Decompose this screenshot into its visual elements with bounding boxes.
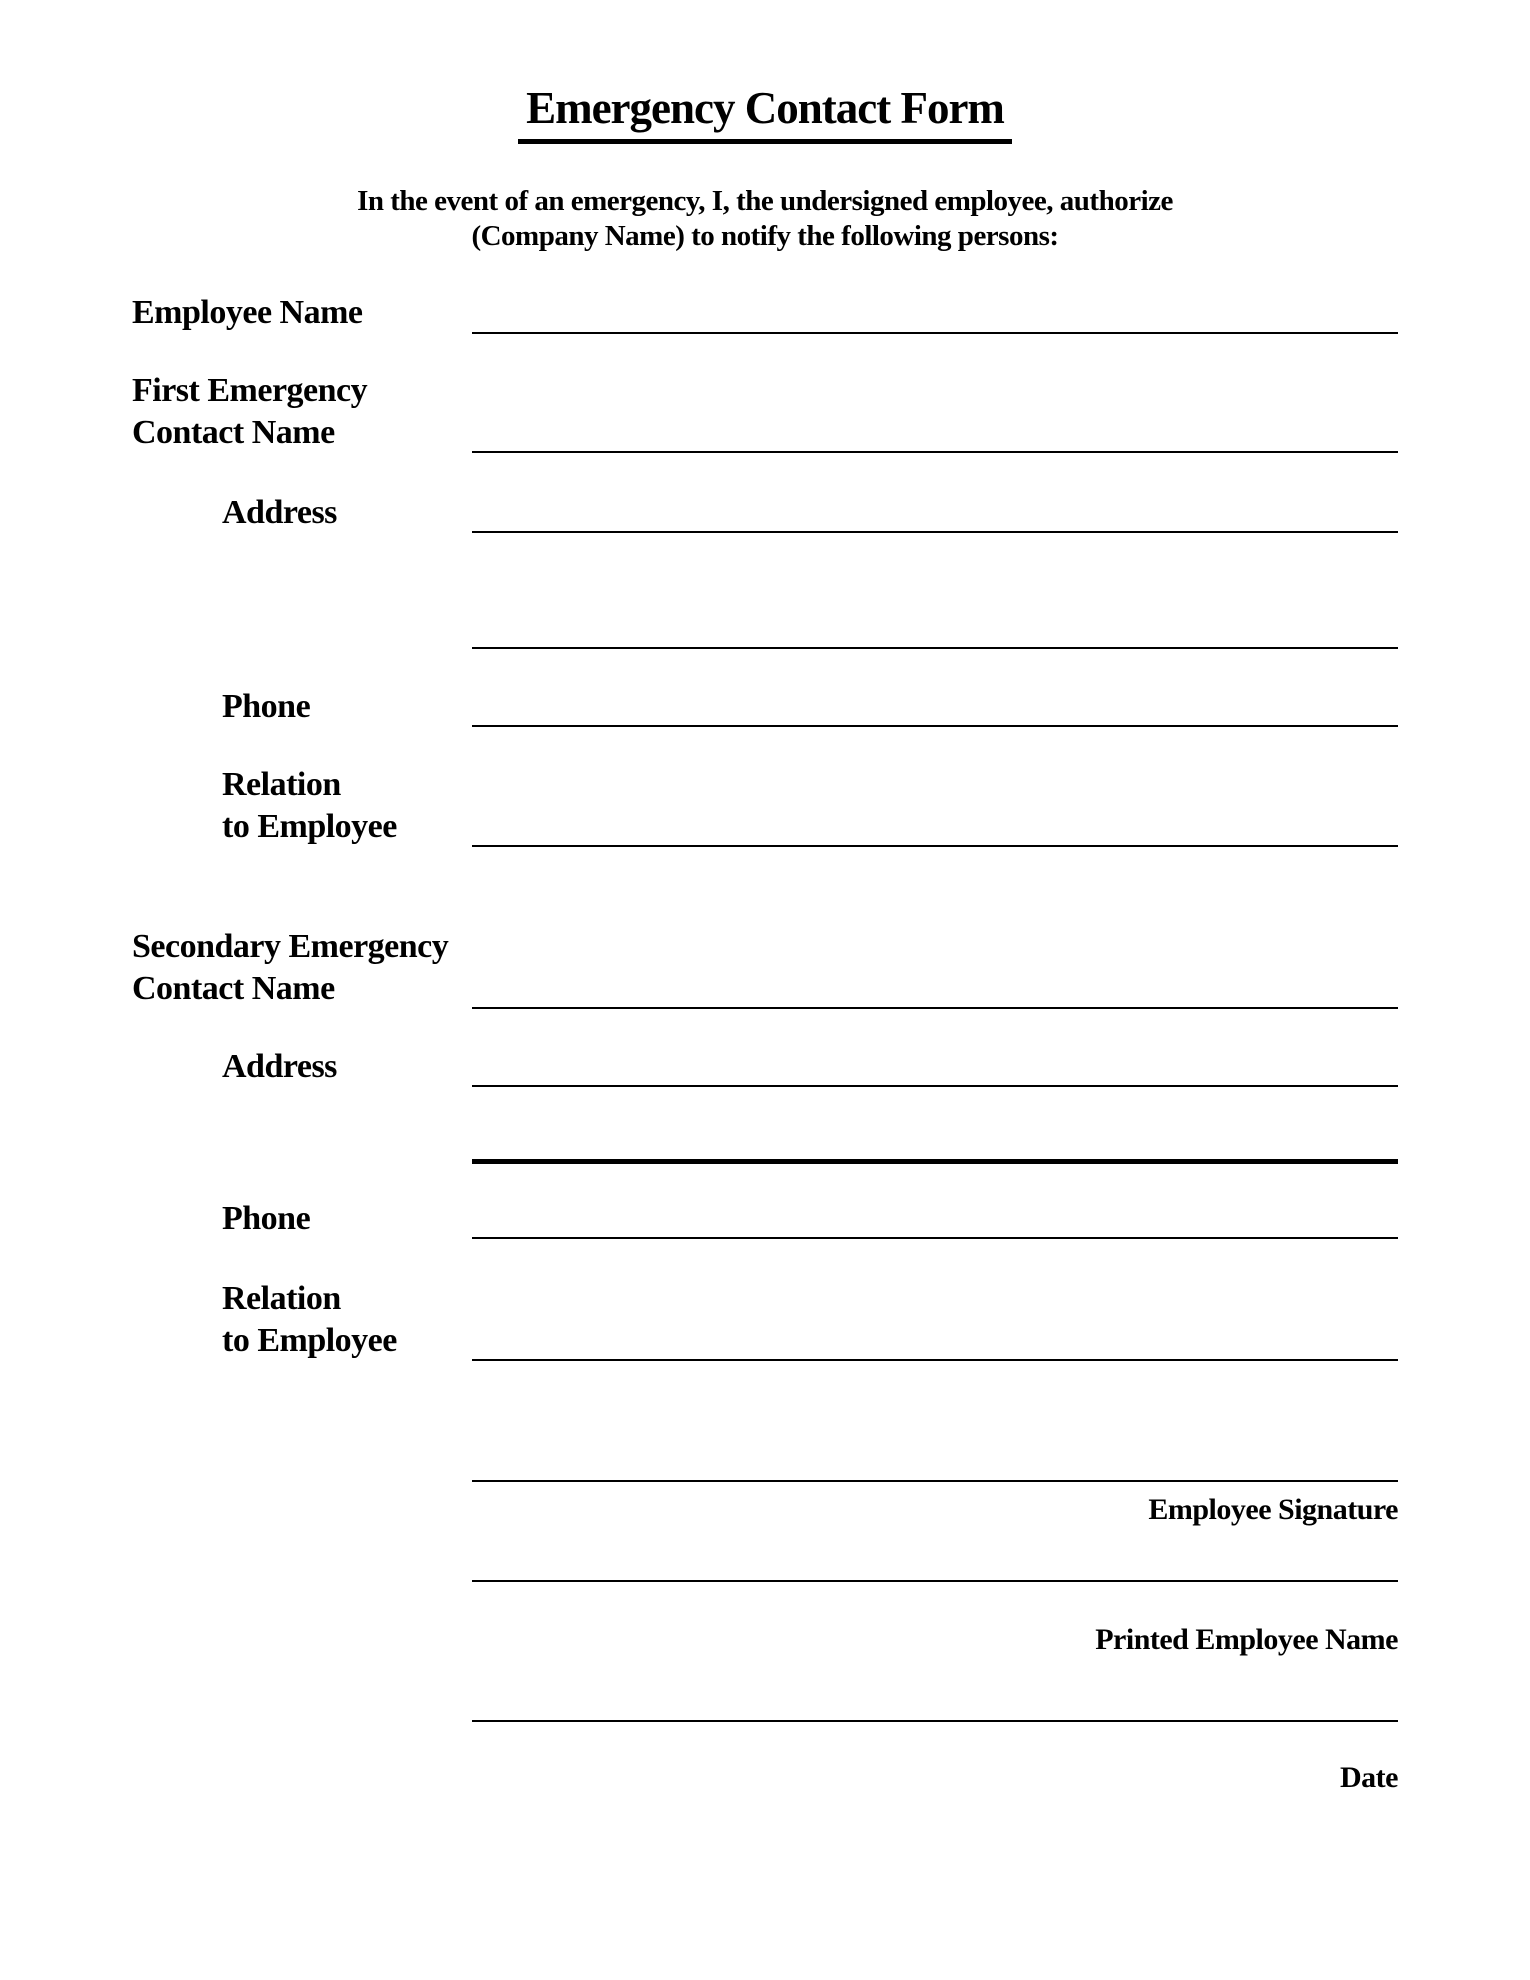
secondary-contact-name-label-line-2: Contact Name	[132, 970, 335, 1007]
first-phone-label: Phone	[222, 688, 311, 725]
secondary-contact-name-input-line[interactable]	[472, 969, 1398, 1009]
first-address-input-line-2[interactable]	[472, 609, 1398, 649]
first-relation-label-line-2: to Employee	[222, 808, 397, 845]
printed-employee-name-line[interactable]	[472, 1542, 1398, 1582]
employee-name-label: Employee Name	[132, 294, 363, 331]
first-contact-name-label-line-1: First Emergency	[132, 372, 368, 409]
employee-signature-label: Employee Signature	[1148, 1493, 1398, 1526]
first-phone-input-line[interactable]	[472, 687, 1398, 727]
secondary-contact-name-label	[132, 926, 448, 1010]
intro-text	[0, 184, 1530, 254]
employee-signature-line[interactable]	[472, 1442, 1398, 1482]
intro-line-1: In the event of an emergency, I, the undersigned employee, authorize	[357, 185, 1173, 217]
first-contact-name-label	[132, 370, 367, 454]
first-address-label: Address	[222, 494, 337, 531]
first-relation-label	[222, 764, 397, 848]
secondary-phone-label: Phone	[222, 1200, 311, 1237]
secondary-phone-input-line[interactable]	[472, 1199, 1398, 1239]
secondary-contact-name-label-line-1: Secondary Emergency	[132, 928, 449, 965]
secondary-address-input-line-1[interactable]	[472, 1047, 1398, 1087]
secondary-address-label: Address	[222, 1048, 337, 1085]
secondary-relation-label-line-2: to Employee	[222, 1322, 397, 1359]
first-address-input-line-1[interactable]	[472, 493, 1398, 533]
employee-name-input-line[interactable]	[472, 294, 1398, 334]
secondary-relation-input-line[interactable]	[472, 1321, 1398, 1361]
first-relation-input-line[interactable]	[472, 807, 1398, 847]
intro-line-2: (Company Name) to notify the following persons:	[471, 220, 1059, 252]
date-label: Date	[1340, 1761, 1398, 1794]
secondary-relation-label-line-1: Relation	[222, 1280, 341, 1317]
page-title: Emergency Contact Form	[518, 84, 1012, 144]
first-contact-name-input-line[interactable]	[472, 413, 1398, 453]
date-line[interactable]	[472, 1682, 1398, 1722]
form-title-wrap	[0, 84, 1530, 144]
first-contact-name-label-line-2: Contact Name	[132, 414, 335, 451]
printed-employee-name-label: Printed Employee Name	[1095, 1623, 1398, 1656]
secondary-relation-label	[222, 1278, 397, 1362]
secondary-address-input-line-2[interactable]	[472, 1121, 1398, 1164]
first-relation-label-line-1: Relation	[222, 766, 341, 803]
